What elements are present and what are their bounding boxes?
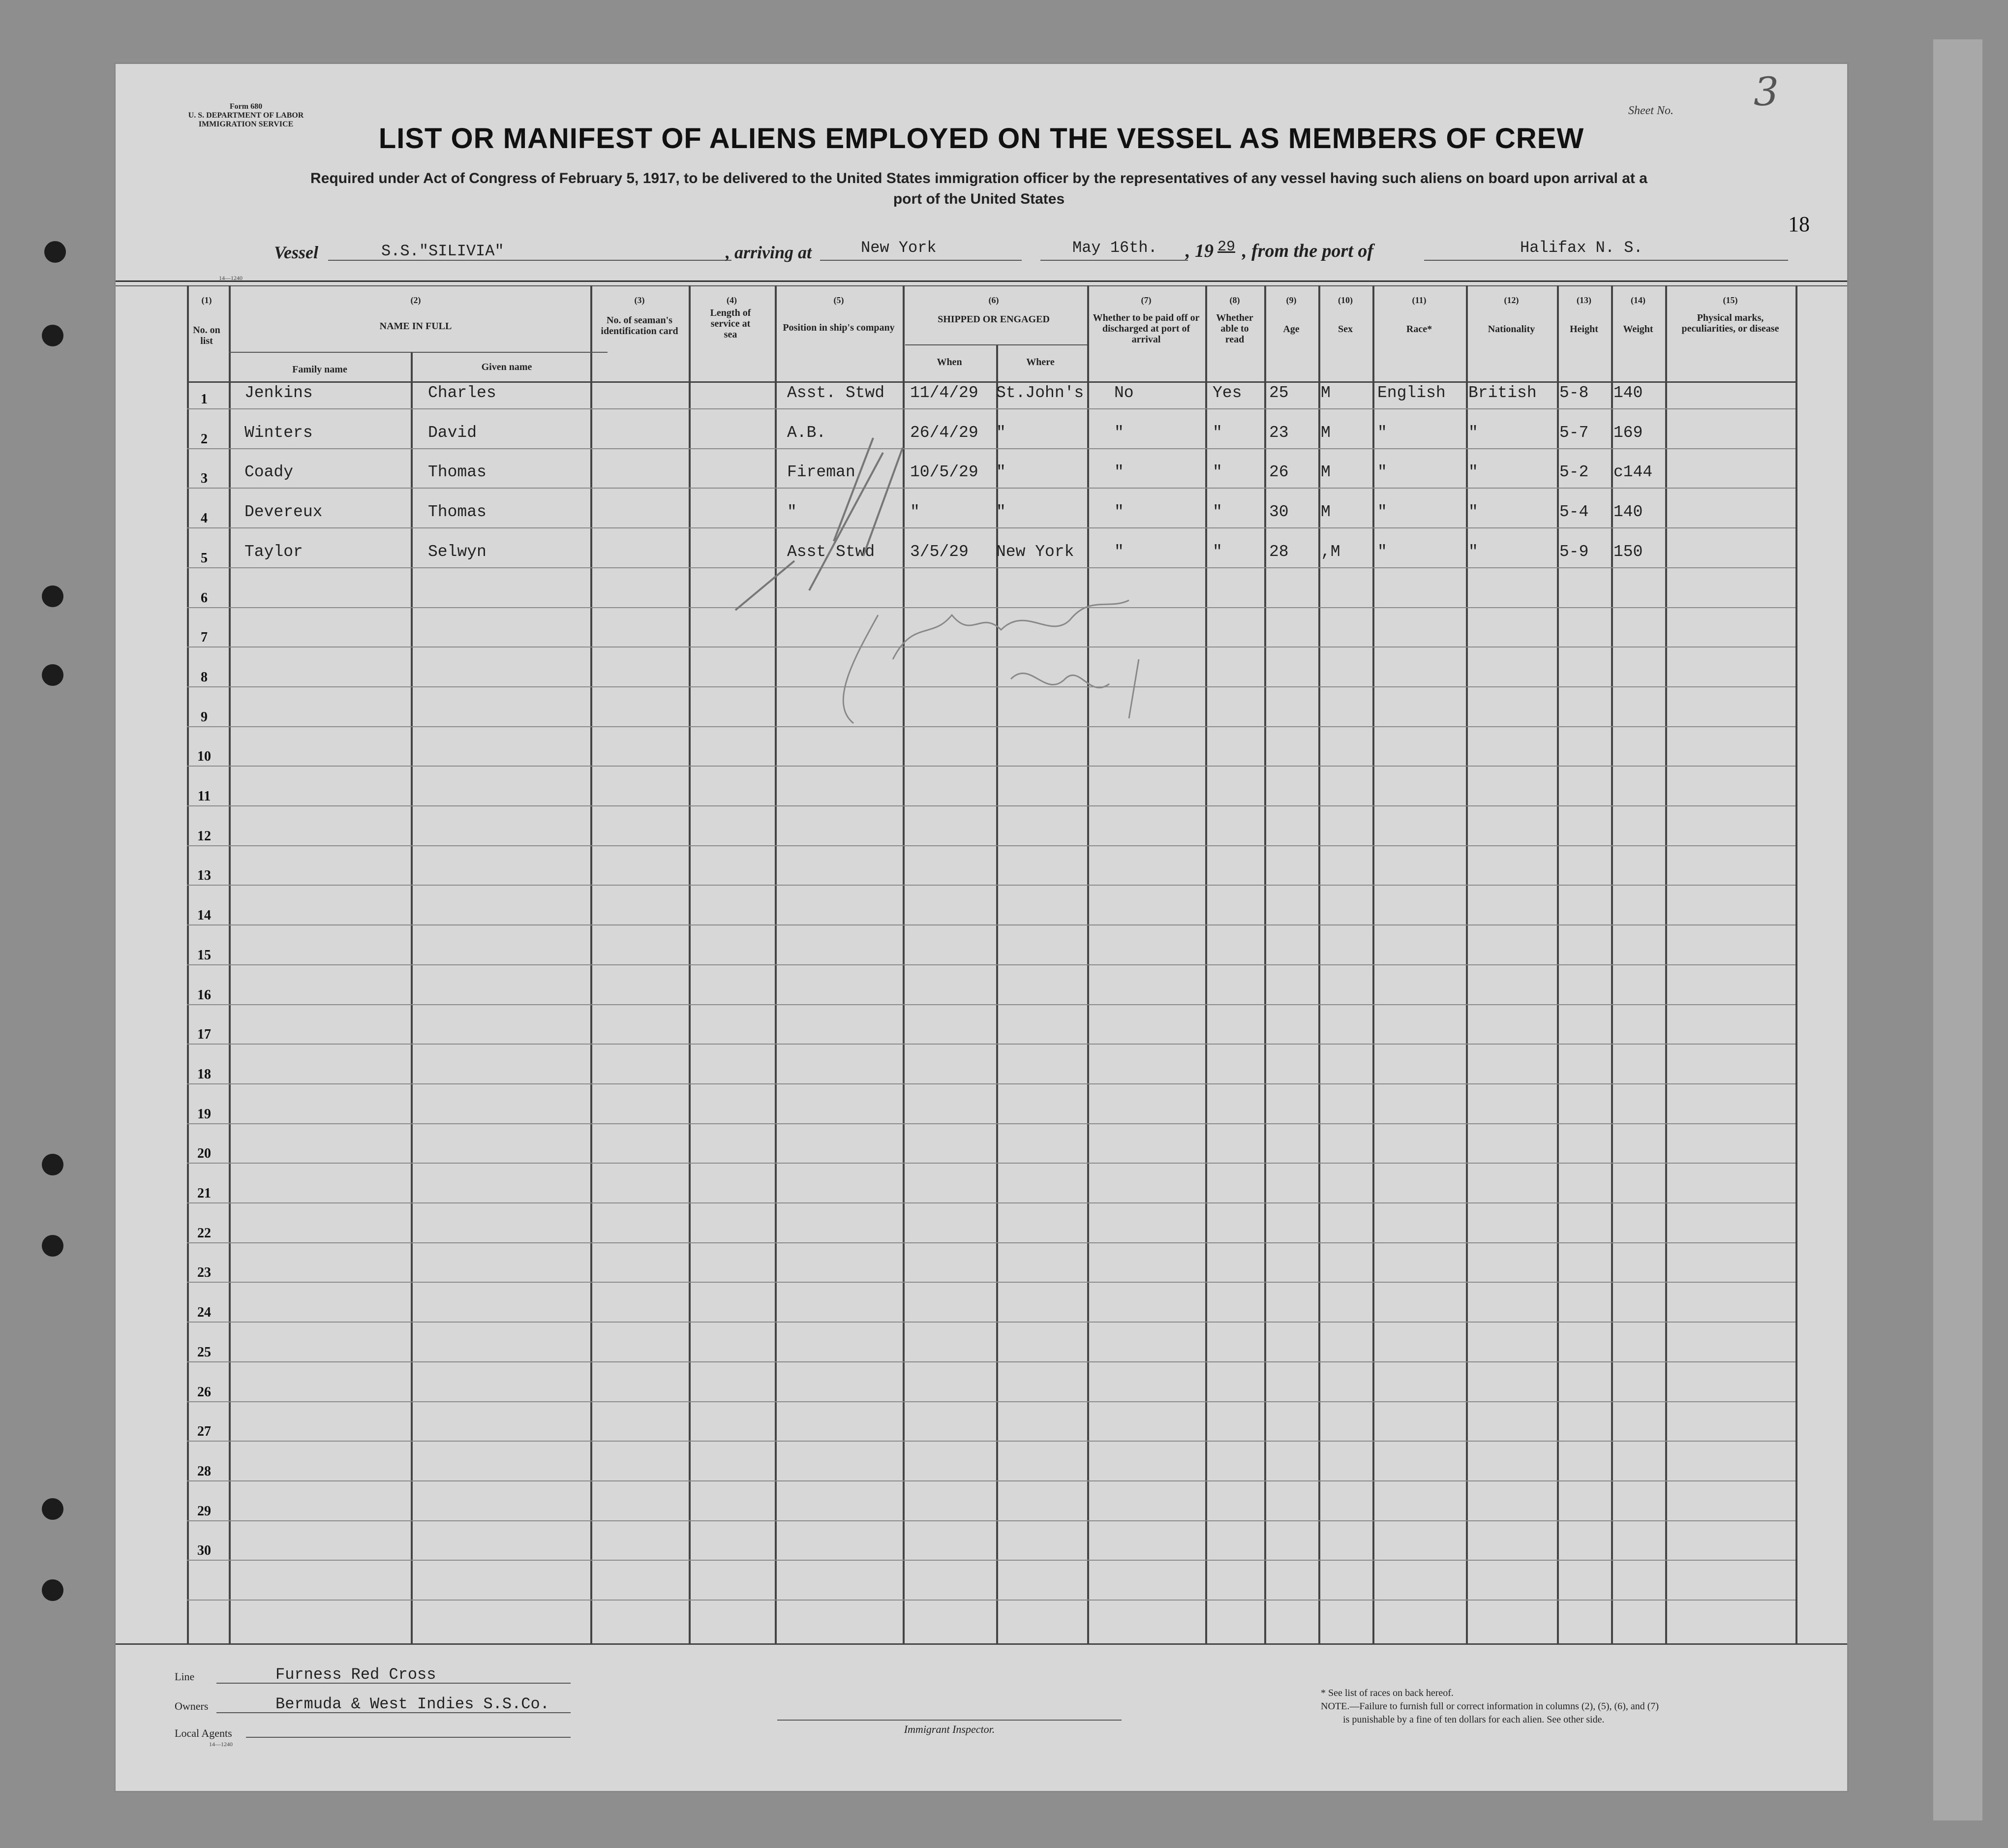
- col-10-num: (10): [1338, 295, 1353, 305]
- col-4-num: (4): [727, 295, 737, 305]
- able-to-read-cell: ": [1213, 503, 1222, 522]
- col-15-label: Physical marks, peculiarities, or disease: [1681, 312, 1779, 334]
- row-rule: [187, 1163, 1795, 1164]
- row-rule: [187, 924, 1795, 925]
- row-rule: [187, 1282, 1795, 1283]
- height-cell: 5-2: [1559, 463, 1589, 482]
- pencil-annotation: [706, 384, 1247, 758]
- height-cell: 5-4: [1559, 503, 1589, 522]
- row-number: 26: [197, 1384, 211, 1400]
- col-6-label: SHIPPED OR ENGAGED: [938, 314, 1050, 325]
- row-number: 27: [197, 1424, 211, 1440]
- row-rule: [187, 1004, 1795, 1005]
- binder-hole: [42, 1579, 63, 1601]
- row-number: 14: [197, 908, 211, 924]
- col-1-label: No. on list: [193, 325, 220, 346]
- line-label: Line: [175, 1670, 195, 1683]
- col-7-num: (7): [1141, 295, 1152, 305]
- shipped-where-cell: ": [996, 503, 1006, 522]
- given-name-cell: Thomas: [428, 463, 487, 482]
- row-rule: [187, 1480, 1795, 1481]
- shipped-where-cell: St.John's: [996, 384, 1084, 402]
- family-name-cell: Taylor: [244, 542, 303, 561]
- binder-hole: [42, 1154, 63, 1175]
- row-number: 30: [197, 1543, 211, 1559]
- binder-hole: [44, 241, 66, 263]
- position-cell: Asst Stwd: [787, 542, 875, 561]
- binder-hole: [42, 325, 63, 346]
- row-number: 16: [197, 987, 211, 1003]
- race-cell: ": [1377, 423, 1387, 442]
- family-name-cell: Devereux: [244, 503, 323, 522]
- row-rule: [187, 1123, 1795, 1124]
- shipped-where-cell: ": [996, 463, 1006, 482]
- col-6-num: (6): [988, 295, 999, 305]
- row-number: 11: [197, 789, 211, 804]
- form-subtitle: [175, 168, 1783, 210]
- row-number: 23: [197, 1265, 211, 1281]
- nationality-cell: ": [1468, 463, 1478, 482]
- col-14-num: (14): [1631, 295, 1645, 305]
- row-rule: [187, 766, 1795, 767]
- position-cell: ": [787, 503, 797, 522]
- arriving-label: , arriving at: [726, 243, 812, 262]
- subtitle-line-2: port of the United States: [893, 191, 1065, 207]
- able-to-read-cell: ": [1213, 463, 1222, 482]
- col-11-label: Race*: [1406, 324, 1432, 335]
- vessel-name: S.S."SILIVIA": [381, 242, 504, 260]
- col-3-label: No. of seaman's identification card: [601, 315, 678, 337]
- col-2-label: NAME IN FULL: [379, 321, 452, 332]
- weight-cell: 169: [1613, 423, 1643, 442]
- row-rule: [187, 1361, 1795, 1362]
- age-cell: 23: [1269, 423, 1289, 442]
- race-cell: ": [1377, 542, 1387, 561]
- line-value: Furness Red Cross: [275, 1665, 436, 1684]
- sex-cell: M: [1321, 423, 1331, 442]
- penalty-note-2: is punishable by a fine of ten dollars for each alien. See other side.: [1343, 1714, 1605, 1725]
- owners-label: Owners: [175, 1700, 209, 1712]
- from-label: , from the port of: [1242, 241, 1374, 261]
- sex-cell: M: [1321, 384, 1331, 402]
- row-number: 10: [197, 749, 211, 765]
- shipped-when-cell: 3/5/29: [910, 542, 969, 561]
- nationality-cell: ": [1468, 503, 1478, 522]
- age-cell: 30: [1269, 503, 1289, 522]
- nationality-cell: ": [1468, 423, 1478, 442]
- service: IMMIGRATION SERVICE: [198, 120, 294, 128]
- shipped-when-cell: 26/4/29: [910, 423, 978, 442]
- table-bottom-rule: [116, 1643, 1847, 1645]
- col-13-num: (13): [1577, 295, 1591, 305]
- col-6-where: Where: [1026, 357, 1055, 368]
- sex-cell: ,M: [1321, 542, 1340, 561]
- form-title: LIST OR MANIFEST OF ALIENS EMPLOYED ON THE VESSEL AS MEMBERS OF CREW: [378, 123, 1584, 154]
- family-name-cell: Winters: [244, 423, 313, 442]
- binder-hole: [42, 664, 63, 686]
- row-rule: [187, 964, 1795, 965]
- shipped-when-cell: 11/4/29: [910, 384, 978, 402]
- height-cell: 5-7: [1559, 423, 1589, 442]
- shipped-when-cell: 10/5/29: [910, 463, 978, 482]
- given-name-cell: Charles: [428, 384, 496, 402]
- nationality-cell: ": [1468, 542, 1478, 561]
- race-cell: ": [1377, 503, 1387, 522]
- paid-off-cell: ": [1114, 423, 1124, 442]
- row-number: 4: [201, 511, 208, 526]
- nationality-cell: British: [1468, 384, 1537, 402]
- age-cell: 26: [1269, 463, 1289, 482]
- row-rule: [187, 805, 1795, 806]
- row-number: 29: [197, 1503, 211, 1519]
- shipped-where-cell: ": [996, 423, 1006, 442]
- given-name-cell: David: [428, 423, 477, 442]
- row-number: 12: [197, 828, 211, 844]
- row-rule: [187, 885, 1795, 886]
- given-name-cell: Thomas: [428, 503, 487, 522]
- row-number: 24: [197, 1305, 211, 1321]
- race-note: * See list of races on back hereof.: [1321, 1688, 1454, 1698]
- col-7-label: Whether to be paid off or discharged at port of arrival: [1093, 312, 1200, 345]
- family-name-cell: Jenkins: [244, 384, 313, 402]
- penalty-note-1: NOTE.—Failure to furnish full or correct information in columns (2), (5), (6), and (7): [1321, 1701, 1659, 1712]
- arrival-date: May 16th.: [1072, 239, 1157, 257]
- manifest-document: [116, 64, 1847, 1791]
- col-15-num: (15): [1723, 295, 1738, 305]
- paid-off-cell: ": [1114, 463, 1124, 482]
- arriving-port: New York: [861, 239, 937, 257]
- year-prefix: , 19: [1186, 241, 1214, 261]
- row-number: 1: [201, 392, 208, 407]
- col-10-label: Sex: [1338, 324, 1353, 335]
- col-5-num: (5): [833, 295, 844, 305]
- shipped-when-cell: ": [910, 503, 920, 522]
- row-number: 8: [201, 669, 208, 685]
- age-cell: 28: [1269, 542, 1289, 561]
- row-number: 18: [197, 1066, 211, 1082]
- row-number: 13: [197, 868, 211, 884]
- inspector-signature-line: [777, 1720, 1122, 1721]
- date-underline: [1040, 260, 1188, 261]
- height-cell: 5-9: [1559, 542, 1589, 561]
- from-port: Halifax N. S.: [1520, 239, 1643, 257]
- print-code-top: 14—1240: [219, 275, 243, 281]
- page-number: 18: [1788, 212, 1810, 236]
- paid-off-cell: No: [1114, 384, 1134, 402]
- col-9-num: (9): [1286, 295, 1297, 305]
- col-2-given: Given name: [481, 362, 532, 372]
- col-8-label: Whether able to read: [1216, 312, 1253, 345]
- row-number: 20: [197, 1146, 211, 1162]
- able-to-read-cell: ": [1213, 542, 1222, 561]
- header-rule-top-2: [116, 285, 1847, 286]
- col-14-label: Weight: [1623, 324, 1653, 335]
- inspector-label: Immigrant Inspector.: [904, 1723, 995, 1735]
- col-1-num: (1): [201, 295, 212, 305]
- col-2-num: (2): [410, 295, 421, 305]
- year-suffix: 29: [1217, 239, 1236, 255]
- agents-label: Local Agents: [175, 1727, 232, 1739]
- row-number: 17: [197, 1027, 211, 1043]
- col-12-label: Nationality: [1488, 324, 1535, 335]
- department: U. S. DEPARTMENT OF LABOR: [188, 111, 304, 120]
- row-number: 22: [197, 1225, 211, 1241]
- agents-underline: [246, 1737, 571, 1738]
- header-rule-top: [116, 280, 1847, 282]
- col-9-label: Age: [1283, 324, 1300, 335]
- row-number: 3: [201, 471, 208, 487]
- col-2-family: Family name: [292, 364, 347, 375]
- row-rule: [187, 1044, 1795, 1045]
- row-rule: [187, 1600, 1795, 1601]
- position-cell: A.B.: [787, 423, 826, 442]
- given-name-cell: Selwyn: [428, 542, 487, 561]
- sex-cell: M: [1321, 503, 1331, 522]
- row-rule: [187, 1322, 1795, 1323]
- vessel-label: Vessel: [274, 243, 318, 262]
- sex-cell: M: [1321, 463, 1331, 482]
- race-cell: ": [1377, 463, 1387, 482]
- row-number: 28: [197, 1463, 211, 1479]
- sheet-number: 3: [1754, 69, 1779, 115]
- col-13-label: Height: [1570, 324, 1598, 335]
- paid-off-cell: ": [1114, 503, 1124, 522]
- col-2-subrule: [229, 352, 608, 353]
- col-8-num: (8): [1229, 295, 1240, 305]
- shipped-where-cell: New York: [996, 542, 1074, 561]
- col-3-num: (3): [634, 295, 645, 305]
- row-number: 9: [201, 709, 208, 725]
- weight-cell: 140: [1613, 384, 1643, 402]
- subtitle-line-1: Required under Act of Congress of February 5, 1917, to be delivered to the United States immigration officer by the representatives of any vessel having such aliens on board upon arrival at a: [310, 170, 1647, 186]
- row-number: 19: [197, 1106, 211, 1122]
- backing-page-edge: [1933, 39, 1982, 1820]
- binder-hole: [42, 1235, 63, 1257]
- row-number: 6: [201, 590, 208, 606]
- race-cell: English: [1377, 384, 1446, 402]
- form-number: Form 680: [229, 102, 263, 111]
- owners-value: Bermuda & West Indies S.S.Co.: [275, 1695, 549, 1713]
- row-rule: [187, 1560, 1795, 1561]
- row-rule: [187, 1441, 1795, 1442]
- col-12-num: (12): [1504, 295, 1519, 305]
- row-rule: [187, 1242, 1795, 1243]
- weight-cell: c144: [1613, 463, 1653, 482]
- row-number: 7: [201, 630, 208, 646]
- row-number: 15: [197, 947, 211, 963]
- row-number: 25: [197, 1344, 211, 1360]
- arriving-underline: [820, 260, 1022, 261]
- row-rule: [187, 1083, 1795, 1084]
- binder-hole: [42, 1498, 63, 1520]
- col-6-when: When: [937, 357, 962, 368]
- binder-hole: [42, 585, 63, 607]
- row-number: 21: [197, 1186, 211, 1201]
- weight-cell: 150: [1613, 542, 1643, 561]
- able-to-read-cell: ": [1213, 423, 1222, 442]
- weight-cell: 140: [1613, 503, 1643, 522]
- paid-off-cell: ": [1114, 542, 1124, 561]
- able-to-read-cell: Yes: [1213, 384, 1242, 402]
- height-cell: 5-8: [1559, 384, 1589, 402]
- row-number: 2: [201, 431, 208, 447]
- col-5-label: Position in ship's company: [783, 322, 895, 333]
- row-rule: [187, 1401, 1795, 1402]
- print-code-bottom: 14—1240: [209, 1741, 233, 1748]
- row-rule: [187, 1520, 1795, 1521]
- row-number: 5: [201, 550, 208, 566]
- row-rule: [187, 1202, 1795, 1203]
- row-rule: [187, 845, 1795, 846]
- position-cell: Fireman: [787, 463, 855, 482]
- col-4-label: Length of service at sea: [710, 308, 751, 340]
- family-name-cell: Coady: [244, 463, 294, 482]
- sheet-label: Sheet No.: [1628, 104, 1673, 117]
- col-6-subrule: [905, 344, 1087, 345]
- from-underline: [1424, 260, 1788, 261]
- age-cell: 25: [1269, 384, 1289, 402]
- col-11-num: (11): [1412, 295, 1427, 305]
- position-cell: Asst. Stwd: [787, 384, 885, 402]
